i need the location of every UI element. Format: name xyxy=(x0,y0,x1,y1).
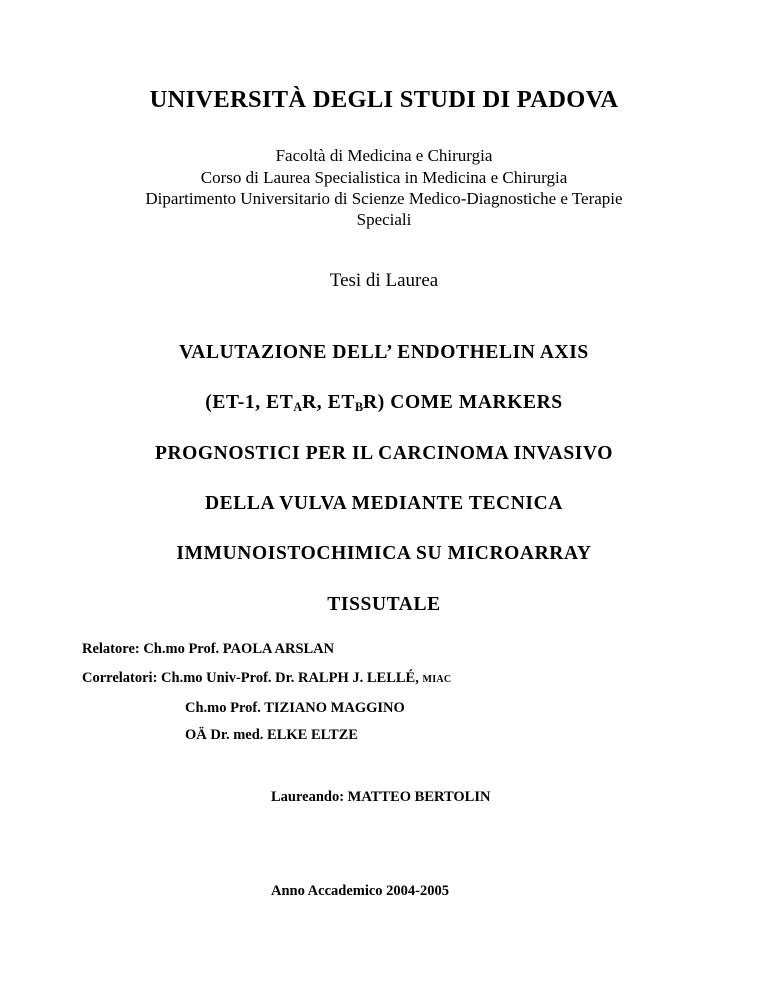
academic-year: Anno Accademico 2004-2005 xyxy=(271,883,450,899)
co-supervisor-2: Ch.mo Prof. TIZIANO MAGGINO xyxy=(185,700,405,716)
supervisor: Relatore: Ch.mo Prof. PAOLA ARSLAN xyxy=(82,641,335,657)
thesis-title-line-6: TISSUTALE xyxy=(327,594,441,615)
thesis-type: Tesi di Laurea xyxy=(329,270,439,291)
co-supervisor-suffix: MIAC xyxy=(422,674,452,685)
title-text: R, ET xyxy=(302,392,355,413)
degree-course-line: Corso di Laurea Specialistica in Medicina e Chirurgia xyxy=(200,168,568,187)
faculty-line: Facoltà di Medicina e Chirurgia xyxy=(275,146,493,165)
co-supervisor-1 xyxy=(82,670,451,687)
thesis-title-line-4: DELLA VULVA MEDIANTE TECNICA xyxy=(205,493,563,514)
thesis-title-line-3: PROGNOSTICI PER IL CARCINOMA INVASIVO xyxy=(154,443,614,464)
department-line: Dipartimento Universitario di Scienze Medico-Diagnostiche e Terapie xyxy=(145,189,623,208)
title-text: R) COME MARKERS xyxy=(363,392,563,413)
graduand: Laureando: MATTEO BERTOLIN xyxy=(271,789,491,805)
university-name: UNIVERSITÀ DEGLI STUDI DI PADOVA xyxy=(149,86,619,113)
subscript-b: B xyxy=(354,400,364,415)
co-supervisor-3: OÄ Dr. med. ELKE ELTZE xyxy=(185,727,358,743)
title-text: (ET-1, ET xyxy=(205,392,294,413)
thesis-title-line-5: IMMUNOISTOCHIMICA SU MICROARRAY xyxy=(176,543,592,564)
department-line-continued: Speciali xyxy=(356,210,412,229)
thesis-title-line-2 xyxy=(0,392,768,414)
subscript-a: A xyxy=(293,400,303,415)
thesis-title-line-1: VALUTAZIONE DELL’ ENDOTHELIN AXIS xyxy=(179,342,589,363)
co-supervisor-name: Correlatori: Ch.mo Univ-Prof. Dr. RALPH J. LELLÉ, xyxy=(82,670,419,686)
